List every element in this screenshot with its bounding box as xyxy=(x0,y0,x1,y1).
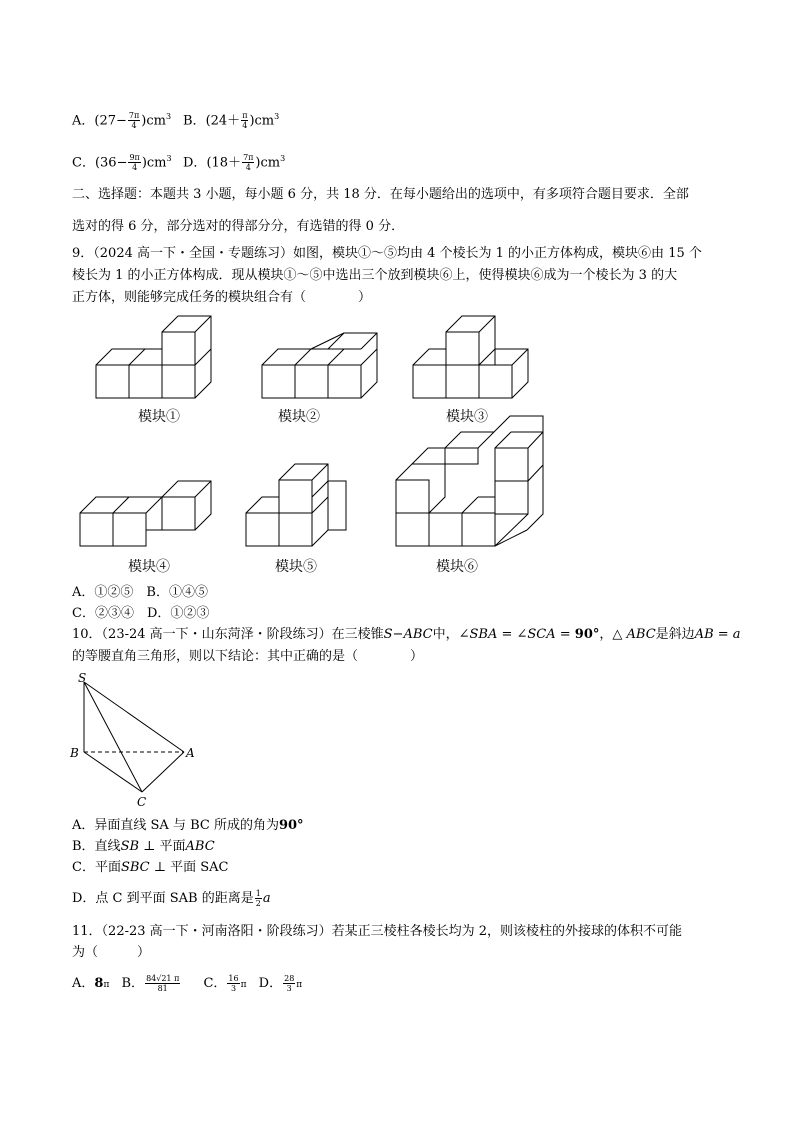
module-1-label: 模块① xyxy=(138,409,180,425)
q9-options-line2: C．②③④ D．①②③ xyxy=(72,606,210,621)
q10-option-a: A．异面直线 SA 与 BC 所成的角为90° xyxy=(72,818,304,833)
q8-option-a: A．(27− $\frac{7\pi}{4}$ )$cm^3$ xyxy=(72,111,172,131)
module-3-label: 模块③ xyxy=(446,409,488,425)
q11-options xyxy=(72,974,302,994)
q10-tetrahedron-figure xyxy=(66,668,206,814)
edge-sa xyxy=(84,682,184,752)
edge-bc xyxy=(84,752,142,792)
vertex-c-label: C xyxy=(137,795,147,809)
q10-option-c: C．平面SBC ⊥ 平面 SAC xyxy=(72,860,229,875)
module-6-cubes xyxy=(396,416,543,546)
module-4-cubes xyxy=(80,481,211,546)
module-6-label: 模块⑥ xyxy=(436,559,478,575)
q9-figure xyxy=(60,305,560,585)
q11-option-a: A．8π xyxy=(72,976,110,991)
q8-option-b: B．(24＋ $\frac{\pi}{4}$ )$cm^3$ xyxy=(183,111,280,131)
q9-line1: 9．（2024 高一下・全国・专题练习）如图，模块①～⑤均由 4 个棱长为 1 的小正方体构成，模块⑥由 15 个 xyxy=(72,246,702,261)
q11-line2: 为（ ） xyxy=(72,945,151,960)
edge-ca xyxy=(142,752,184,792)
module-4-label: 模块④ xyxy=(128,559,170,575)
module-5-cubes xyxy=(246,464,346,546)
q11-option-b: B． $\frac{84√21 \pi}{81}$ xyxy=(121,974,180,993)
q10-line1: 10．（23-24 高一下・山东菏泽・阶段练习）在三棱锥S−ABC中，∠SBA = ∠SCA = 90°，△ ABC是斜边AB = a xyxy=(72,627,741,642)
q8-option-c: C．(36− $\frac{9\pi}{4}$ )$cm^3$ xyxy=(72,153,172,173)
section2-line1: 二、选择题：本题共 3 小题，每小题 6 分，共 18 分．在每小题给出的选项中，有多项符合题目要求．全部 xyxy=(72,187,689,202)
q8-option-d: D．(18＋ $\frac{7\pi}{4}$ )$cm^3$ xyxy=(183,153,286,173)
vertex-a-label: A xyxy=(186,746,195,760)
q11-option-c: C． $\frac{16}{3}$ π xyxy=(203,974,247,993)
q11-line1: 11．（22-23 高一下・河南洛阳・阶段练习）若某正三棱柱各棱长均为 2，则该棱柱的外接球的体积不可能 xyxy=(72,924,683,939)
edge-sc xyxy=(84,682,142,792)
q9-options-line1: A．①②⑤ B．①④⑤ xyxy=(72,585,208,600)
module-2-label: 模块② xyxy=(278,409,320,425)
vertex-b-label: B xyxy=(70,746,79,760)
q10-option-b: B．直线SB ⊥ 平面ABC xyxy=(72,839,215,854)
module-1-cubes xyxy=(96,316,211,398)
q11-option-d: D． $\frac{28}{3}$ π xyxy=(258,974,303,993)
section2-line2: 选对的得 6 分，部分选对的得部分分，有选错的得 0 分． xyxy=(72,219,405,234)
q9-line2: 棱长为 1 的小正方体构成．现从模块①～⑤中选出三个放到模块⑥上，使得模块⑥成为一个棱长为 3 的大 xyxy=(72,268,678,283)
module-3-cubes xyxy=(413,316,528,398)
vertex-s-label: S xyxy=(78,671,87,685)
module-5-label: 模块⑤ xyxy=(275,559,317,575)
q10-line2: 的等腰直角三角形，则以下结论：其中正确的是（ ） xyxy=(72,649,424,664)
module-2-cubes xyxy=(262,333,377,398)
q10-option-d: D．点 C 到平面 SAB 的距离是 $\frac{1}{2}$ a xyxy=(72,889,271,908)
q9-line3: 正方体，则能够完成任务的模块组合有（ ） xyxy=(72,290,372,305)
